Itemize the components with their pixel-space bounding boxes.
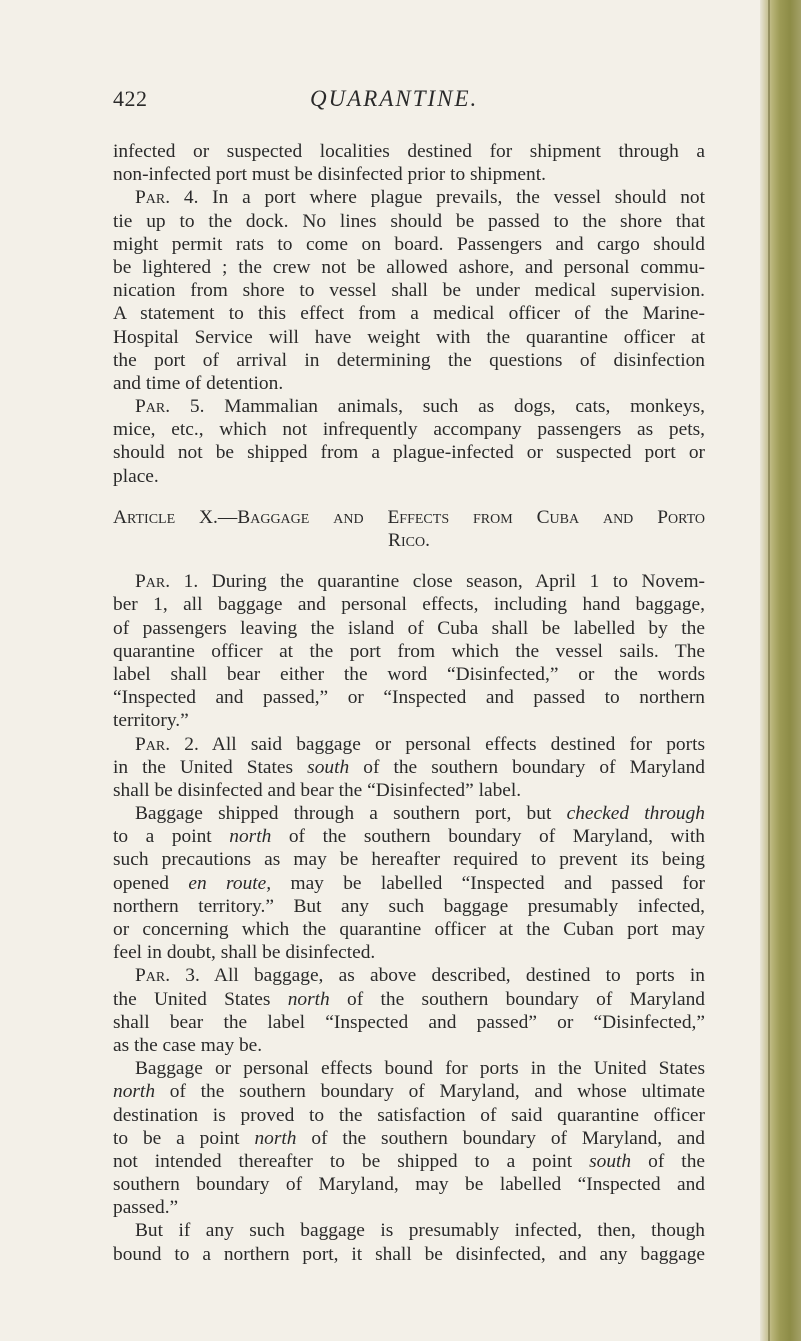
article-heading: Article X.—Baggage and Effects from Cuba and Porto — [113, 506, 705, 528]
text-line: be lightered ; the crew not be allowed ashore, and personal commu- — [113, 256, 705, 278]
italic-run: north — [229, 826, 272, 848]
running-head: QUARANTINE. — [310, 86, 479, 111]
text-line: Hospital Service will have weight with the quarantine officer at — [113, 326, 705, 348]
text-line: and time of detention. — [113, 372, 284, 394]
paragraph-1 — [113, 570, 705, 593]
page-edge-line — [768, 0, 770, 1341]
page-header — [0, 86, 760, 116]
italic-run: south — [589, 1150, 632, 1172]
text-line: “Inspected and passed,” or “Inspected and passed to northern — [113, 687, 705, 709]
text-line — [113, 872, 705, 895]
italic-run: north — [254, 1127, 297, 1149]
text-run: in the United States — [113, 756, 308, 778]
text-line: shall be disinfected and bear the “Disinfected” label. — [113, 779, 522, 801]
text-line: might permit rats to come on board. Passengers and cargo should — [113, 233, 705, 255]
text-run: 2. All said baggage or personal effects destined for ports — [170, 733, 705, 755]
text-line: place. — [113, 465, 159, 487]
text-line: such precautions as may be hereafter required to prevent its being — [113, 849, 705, 871]
italic-run: south — [307, 756, 350, 778]
text-line — [113, 825, 705, 848]
paragraph-2 — [113, 733, 705, 756]
paragraph-4 — [113, 186, 705, 209]
text-line: label shall bear either the word “Disinfected,” or the words — [113, 663, 705, 685]
text-line — [113, 988, 705, 1011]
text-run: of the southern boundary of Maryland, with — [271, 826, 705, 848]
text-run: the United States — [113, 988, 288, 1010]
text-line: nication from shore to vessel shall be under medical supervision. — [113, 280, 705, 302]
text-line: the port of arrival in determining the questions of disinfection — [113, 349, 705, 371]
text-run: of the — [631, 1150, 705, 1172]
text-line: quarantine officer at the port from which the vessel sails. The — [113, 640, 705, 662]
text-line: mice, etc., which not infrequently accompany passengers as pets, — [113, 419, 705, 441]
text-line: territory.” — [113, 710, 189, 732]
text-line: southern boundary of Maryland, may be labelled “Inspected and — [113, 1174, 705, 1196]
par-label: Par. — [135, 396, 171, 418]
text-line: tie up to the dock. No lines should be passed to the shore that — [113, 210, 705, 232]
italic-run: north — [287, 988, 330, 1010]
text-line: as the case may be. — [113, 1034, 263, 1056]
paragraph-5 — [113, 395, 705, 418]
text-run: to a point — [113, 826, 230, 848]
italic-run: checked through — [566, 803, 705, 825]
text-run: to be a point — [113, 1127, 255, 1149]
text-run: not intended thereafter to be shipped to a point — [113, 1150, 590, 1172]
page-edge — [760, 0, 801, 1341]
text-run: 4. In a port where plague prevails, the vessel should not — [170, 187, 705, 209]
text-line — [113, 1080, 705, 1103]
text-line: shall bear the label “Inspected and passed” or “Disinfected,” — [113, 1011, 705, 1033]
text-run: of the southern boundary of Maryland — [349, 756, 705, 778]
section-gap — [113, 488, 705, 506]
text-line: passed.” — [113, 1197, 179, 1219]
text-line: northern territory.” But any such baggage presumably infected, — [113, 895, 705, 917]
text-line: or concerning which the quarantine officer at the Cuban port may — [113, 919, 705, 940]
section-gap — [113, 552, 705, 570]
text-line: But if any such baggage is presumably infected, then, though — [135, 1220, 705, 1242]
par-label: Par. — [135, 965, 171, 987]
text-line — [113, 1127, 705, 1150]
text-run: of the southern boundary of Maryland, and whose ultimate — [155, 1081, 705, 1103]
text-run: of the southern boundary of Maryland — [329, 988, 705, 1010]
text-line: infected or suspected localities destined for shipment through a — [113, 141, 705, 162]
par-label: Par. — [135, 571, 171, 593]
text-run: opened — [113, 872, 189, 894]
text-run: 5. Mammalian animals, such as dogs, cats, monkeys, — [170, 396, 705, 418]
italic-run: en route, — [188, 872, 272, 894]
italic-run: north — [113, 1081, 156, 1103]
text-run: may be labelled “Inspected and passed for — [271, 872, 705, 894]
par-label: Par. — [135, 187, 171, 209]
text-line: feel in doubt, shall be disinfected. — [113, 942, 376, 964]
body-text — [113, 140, 705, 1266]
text-line — [113, 1150, 705, 1173]
text-run: 3. All baggage, as above described, destined to ports in — [170, 965, 705, 987]
text-line: Baggage or personal effects bound for ports in the United States — [135, 1058, 705, 1080]
text-line: bound to a northern port, it shall be disinfected, and any baggage — [113, 1243, 705, 1265]
text-line: should not be shipped from a plague-infected or suspected port or — [113, 442, 705, 464]
text-line: non-infected port must be disinfected prior to shipment. — [113, 164, 546, 186]
page-number: 422 — [113, 86, 148, 111]
par-label: Par. — [135, 733, 171, 755]
text-run: 1. During the quarantine close season, April 1 to Novem- — [170, 571, 705, 593]
text-line — [113, 756, 705, 779]
text-run: of the southern boundary of Maryland, and — [296, 1127, 706, 1149]
text-line: A statement to this effect from a medical officer of the Marine- — [113, 303, 705, 325]
text-line: destination is proved to the satisfaction of said quarantine officer — [113, 1104, 705, 1126]
text-run: Baggage shipped through a southern port, but — [135, 803, 567, 825]
article-heading-cont: Rico. — [388, 530, 430, 551]
text-line: of passengers leaving the island of Cuba shall be labelled by the — [113, 617, 705, 639]
text-line — [113, 802, 705, 825]
text-line: ber 1, all baggage and personal effects, including hand baggage, — [113, 594, 705, 616]
paragraph-3 — [113, 964, 705, 987]
